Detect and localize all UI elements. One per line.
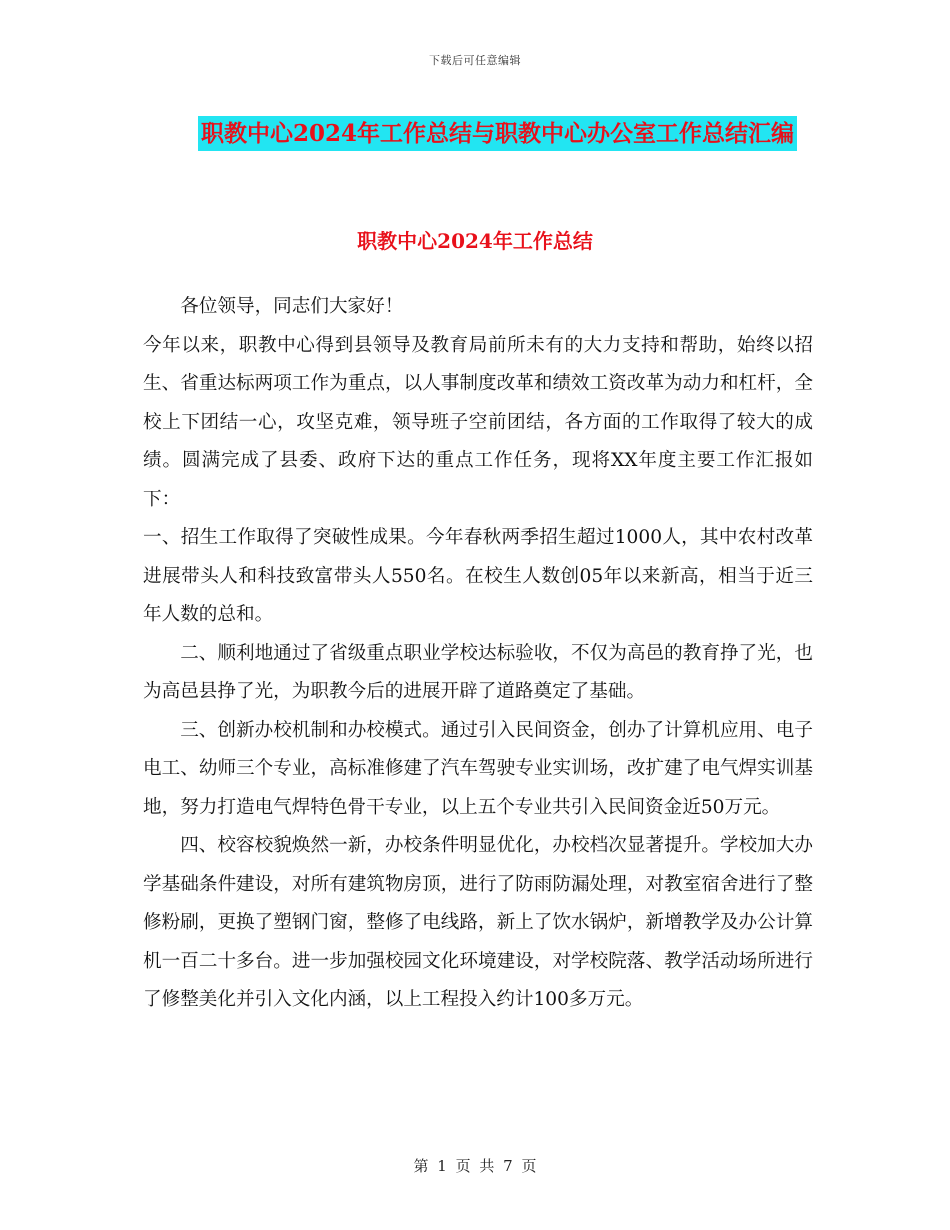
item-2-paragraph: 二、顺利地通过了省级重点职业学校达标验收，不仅为高邑的教育挣了光，也为高邑县挣了光，为职教今后的进展开辟了道路奠定了基础。 (143, 642, 813, 702)
greeting-paragraph: 各位领导，同志们大家好！ (180, 296, 404, 317)
section-title: 职教中心2024年工作总结 (357, 229, 593, 253)
item-1-paragraph: 一、招生工作取得了突破性成果。今年春秋两季招生超过1000人，其中农村改革进展带头人和科技致富带头人550名。在校生人数创05年以来新高，相当于近三年人数的总和。 (143, 527, 813, 625)
header-note: 下载后可任意编辑 (429, 54, 521, 67)
page-number: 第 1 页 共 7 页 (413, 1157, 537, 1175)
intro-paragraph: 今年以来，职教中心得到县领导及教育局前所未有的大力支持和帮助，始终以招生、省重达标两项工作为重点，以人事制度改革和绩效工资改革为动力和杠杆，全校上下团结一心，攻坚克难，领导班子空前团结，各方面的工作取得了较大的成绩。圆满完成了县委、政府下达的重点工作任务，现将XX年度主要工作汇报如下： (143, 334, 813, 510)
document-title (185, 110, 810, 157)
item-4-paragraph: 四、校容校貌焕然一新，办校条件明显优化，办校档次显著提升。学校加大办学基础条件建设，对所有建筑物房顶，进行了防雨防漏处理，对教室宿舍进行了整修粉刷，更换了塑钢门窗，整修了电线路，新上了饮水锅炉，新增教学及办公计算机一百二十多台。进一步加强校园文化环境建设，对学校院落、教学活动场所进行了修整美化并引入文化内涵，以上工程投入约计100多万元。 (143, 835, 813, 1010)
document-title-text: 职教中心2024年工作总结与职教中心办公室工作总结汇编 (198, 116, 797, 151)
document-body (143, 288, 813, 1020)
item-3-paragraph: 三、创新办校机制和办校模式。通过引入民间资金，创办了计算机应用、电子电工、幼师三个专业，高标准修建了汽车驾驶专业实训场，改扩建了电气焊实训基地，努力打造电气焊特色骨干专业，以上五个专业共引入民间资金近50万元。 (143, 719, 813, 818)
